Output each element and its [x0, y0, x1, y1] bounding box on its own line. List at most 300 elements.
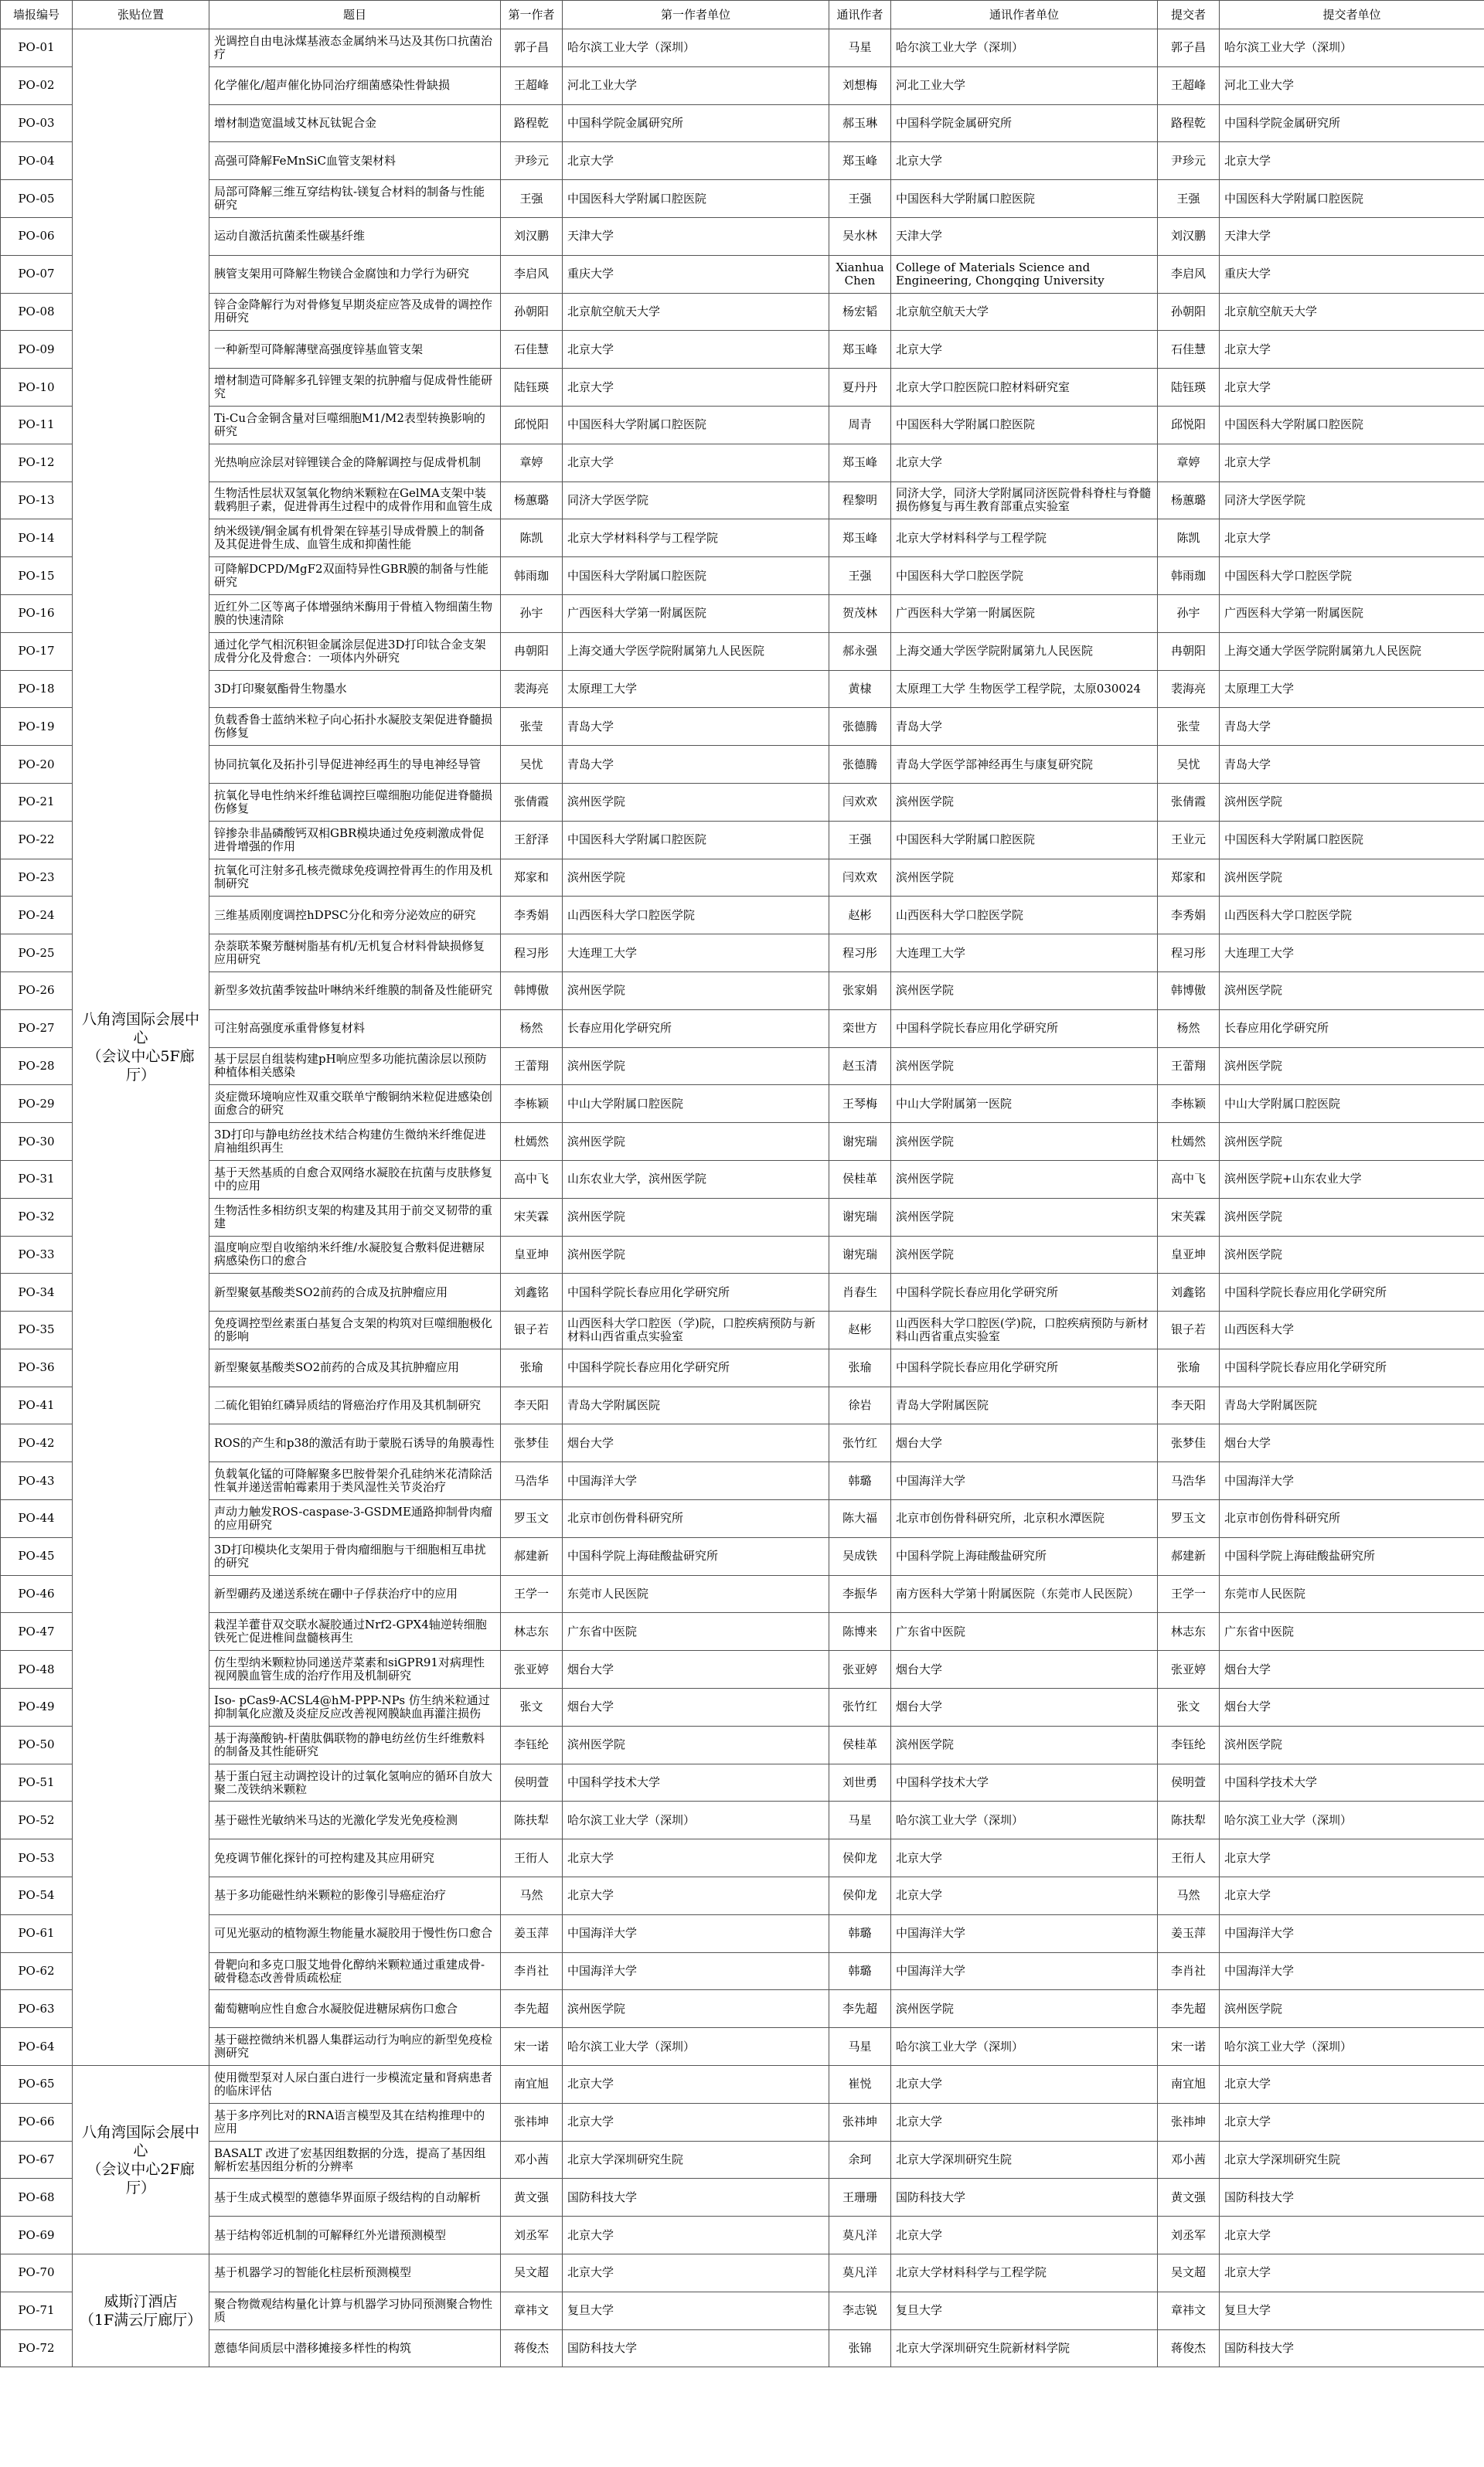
cell-corresponding-affiliation: 北京市创伤骨科研究所，北京积水潭医院 — [891, 1500, 1158, 1538]
cell-submitter: 马浩华 — [1158, 1462, 1220, 1500]
cell-submitter-affiliation: 滨州医学院 — [1220, 1047, 1484, 1085]
cell-first-author-affiliation: 北京大学 — [563, 2254, 829, 2292]
cell-first-author-affiliation: 滨州医学院 — [563, 783, 829, 821]
cell-first-author-affiliation: 中国科学院金属研究所 — [563, 104, 829, 142]
cell-poster-id: PO-70 — [1, 2254, 73, 2292]
table-row — [1, 406, 1484, 444]
cell-submitter: 银子若 — [1158, 1312, 1220, 1349]
cell-submitter: 杨蕙璐 — [1158, 481, 1220, 519]
cell-first-author-affiliation: 北京大学 — [563, 142, 829, 180]
cell-title: 基于磁控微纳米机器人集群运动行为响应的新型免疫检测研究 — [209, 2028, 501, 2066]
cell-submitter: 裴海亮 — [1158, 670, 1220, 708]
cell-first-author: 刘汉鹏 — [501, 217, 563, 255]
cell-submitter-affiliation: 北京航空航天大学 — [1220, 293, 1484, 331]
cell-poster-id: PO-64 — [1, 2028, 73, 2066]
cell-title: 杂萘联苯聚芳醚树脂基有机/无机复合材料骨缺损修复应用研究 — [209, 934, 501, 972]
cell-corresponding-affiliation: 河北工业大学 — [891, 66, 1158, 104]
cell-corresponding-author: 莫凡洋 — [829, 2254, 891, 2292]
cell-first-author-affiliation: 青岛大学 — [563, 708, 829, 746]
cell-corresponding-affiliation: 中国海洋大学 — [891, 1952, 1158, 1990]
table-row — [1, 104, 1484, 142]
cell-submitter: 郑家和 — [1158, 859, 1220, 897]
cell-first-author-affiliation: 北京大学 — [563, 1839, 829, 1877]
cell-first-author-affiliation: 滨州医学院 — [563, 1047, 829, 1085]
cell-corresponding-affiliation: 中国科学院金属研究所 — [891, 104, 1158, 142]
cell-first-author: 路程乾 — [501, 104, 563, 142]
cell-poster-id: PO-31 — [1, 1160, 73, 1198]
cell-first-author: 李启风 — [501, 255, 563, 293]
cell-submitter: 蒋俊杰 — [1158, 2329, 1220, 2367]
cell-title: 新型聚氨基酸类SO2前药的合成及抗肿瘤应用 — [209, 1274, 501, 1312]
cell-first-author: 宋一诺 — [501, 2028, 563, 2066]
cell-first-author-affiliation: 滨州医学院 — [563, 1990, 829, 2028]
cell-submitter-affiliation: 北京市创伤骨科研究所 — [1220, 1500, 1484, 1538]
table-row — [1, 1349, 1484, 1387]
cell-corresponding-author: 吴水林 — [829, 217, 891, 255]
cell-title: 通过化学气相沉积钽金属涂层促进3D打印钛合金支架成骨分化及骨愈合：一项体内外研究 — [209, 632, 501, 670]
cell-first-author: 孙宇 — [501, 594, 563, 632]
cell-corresponding-author: 黄棣 — [829, 670, 891, 708]
cell-corresponding-affiliation: 青岛大学附属医院 — [891, 1387, 1158, 1424]
table-row — [1, 2028, 1484, 2066]
cell-submitter: 张祎坤 — [1158, 2103, 1220, 2141]
cell-submitter-affiliation: 北京大学 — [1220, 2217, 1484, 2254]
cell-title: 基于磁性光敏纳米马达的光激化学发光免疫检测 — [209, 1802, 501, 1839]
cell-corresponding-affiliation: 滨州医学院 — [891, 1123, 1158, 1161]
cell-submitter: 吴文超 — [1158, 2254, 1220, 2292]
cell-first-author: 银子若 — [501, 1312, 563, 1349]
table-row — [1, 255, 1484, 293]
cell-first-author: 李栋颖 — [501, 1085, 563, 1123]
cell-poster-id: PO-27 — [1, 1009, 73, 1047]
cell-submitter: 姜玉萍 — [1158, 1914, 1220, 1952]
cell-first-author-affiliation: 山西医科大学口腔医（学)院，口腔疾病预防与新材料山西省重点实验室 — [563, 1312, 829, 1349]
cell-first-author-affiliation: 中国科学技术大学 — [563, 1764, 829, 1802]
cell-submitter: 陈凯 — [1158, 519, 1220, 557]
table-row — [1, 1914, 1484, 1952]
cell-title: 声动力触发ROS-caspase-3-GSDME通路抑制骨肉瘤的应用研究 — [209, 1500, 501, 1538]
cell-submitter: 皇亚坤 — [1158, 1236, 1220, 1274]
cell-title: 高强可降解FeMnSiC血管支架材料 — [209, 142, 501, 180]
cell-submitter-affiliation: 中国医科大学口腔医学院 — [1220, 557, 1484, 595]
cell-first-author-affiliation: 中国海洋大学 — [563, 1952, 829, 1990]
cell-first-author-affiliation: 河北工业大学 — [563, 66, 829, 104]
cell-poster-id: PO-22 — [1, 821, 73, 859]
cell-corresponding-author: 周青 — [829, 406, 891, 444]
cell-corresponding-affiliation: 滨州医学院 — [891, 783, 1158, 821]
cell-first-author: 李秀娟 — [501, 897, 563, 934]
cell-corresponding-author: 张瑜 — [829, 1349, 891, 1387]
cell-corresponding-author: 李先超 — [829, 1990, 891, 2028]
cell-title: 三维基质刚度调控hDPSC分化和旁分泌效应的研究 — [209, 897, 501, 934]
cell-first-author: 邓小茜 — [501, 2141, 563, 2179]
table-row — [1, 821, 1484, 859]
cell-title: 栽涅羊藿苷双交联水凝胶通过Nrf2-GPX4轴逆转细胞铁死亡促进椎间盘髓核再生 — [209, 1613, 501, 1651]
cell-poster-id: PO-53 — [1, 1839, 73, 1877]
table-row — [1, 2217, 1484, 2254]
cell-submitter: 侯明萱 — [1158, 1764, 1220, 1802]
cell-first-author: 黄文强 — [501, 2179, 563, 2217]
cell-submitter-affiliation: 青岛大学 — [1220, 746, 1484, 784]
cell-first-author: 孙朝阳 — [501, 293, 563, 331]
cell-first-author-affiliation: 东莞市人民医院 — [563, 1575, 829, 1613]
cell-title: 可降解DCPD/MgF2双面特异性GBR膜的制备与性能研究 — [209, 557, 501, 595]
cell-submitter-affiliation: 中国医科大学附属口腔医院 — [1220, 406, 1484, 444]
cell-poster-id: PO-12 — [1, 444, 73, 481]
cell-submitter: 王学一 — [1158, 1575, 1220, 1613]
table-row — [1, 444, 1484, 481]
cell-corresponding-affiliation: 中国医科大学附属口腔医院 — [891, 406, 1158, 444]
table-row — [1, 1651, 1484, 1689]
cell-corresponding-affiliation: 北京大学 — [891, 142, 1158, 180]
cell-corresponding-author: 陈博来 — [829, 1613, 891, 1651]
cell-corresponding-affiliation: 滨州医学院 — [891, 859, 1158, 897]
cell-submitter-affiliation: 东莞市人民医院 — [1220, 1575, 1484, 1613]
cell-first-author: 李肖社 — [501, 1952, 563, 1990]
cell-corresponding-affiliation: 烟台大学 — [891, 1424, 1158, 1462]
cell-submitter: 王强 — [1158, 180, 1220, 218]
table-row — [1, 971, 1484, 1009]
cell-title: 协同抗氧化及拓扑引导促进神经再生的导电神经导管 — [209, 746, 501, 784]
table-row — [1, 783, 1484, 821]
cell-poster-id: PO-09 — [1, 331, 73, 369]
table-row — [1, 293, 1484, 331]
cell-location: 威斯汀酒店 （1F满云厅廊厅） — [73, 2254, 209, 2367]
cell-corresponding-affiliation: 复旦大学 — [891, 2292, 1158, 2329]
cell-corresponding-author: 张德腾 — [829, 708, 891, 746]
table-row — [1, 1990, 1484, 2028]
cell-corresponding-author: 陈大福 — [829, 1500, 891, 1538]
cell-corresponding-affiliation: 北京大学深圳研究生院新材料学院 — [891, 2329, 1158, 2367]
cell-poster-id: PO-68 — [1, 2179, 73, 2217]
cell-corresponding-affiliation: 中国海洋大学 — [891, 1914, 1158, 1952]
table-row — [1, 1500, 1484, 1538]
cell-first-author: 张祎坤 — [501, 2103, 563, 2141]
cell-submitter-affiliation: 中国海洋大学 — [1220, 1914, 1484, 1952]
cell-submitter-affiliation: 烟台大学 — [1220, 1689, 1484, 1727]
cell-poster-id: PO-36 — [1, 1349, 73, 1387]
cell-corresponding-affiliation: 上海交通大学医学院附属第九人民医院 — [891, 632, 1158, 670]
table-row — [1, 1764, 1484, 1802]
cell-first-author: 吴忧 — [501, 746, 563, 784]
cell-title: 近红外二区等离子体增强纳米酶用于骨植入物细菌生物膜的快速清除 — [209, 594, 501, 632]
cell-corresponding-author: 侯仰龙 — [829, 1877, 891, 1915]
table-row — [1, 1613, 1484, 1651]
cell-submitter-affiliation: 滨州医学院 — [1220, 859, 1484, 897]
cell-corresponding-affiliation: 滨州医学院 — [891, 1990, 1158, 2028]
cell-first-author-affiliation: 青岛大学 — [563, 746, 829, 784]
cell-corresponding-author: 崔悦 — [829, 2066, 891, 2104]
table-row — [1, 1839, 1484, 1877]
cell-submitter-affiliation: 中国医科大学附属口腔医院 — [1220, 180, 1484, 218]
cell-first-author-affiliation: 滨州医学院 — [563, 1123, 829, 1161]
cell-submitter-affiliation: 太原理工大学 — [1220, 670, 1484, 708]
cell-first-author: 王衎人 — [501, 1839, 563, 1877]
cell-first-author: 皇亚坤 — [501, 1236, 563, 1274]
cell-corresponding-author: 张家娟 — [829, 971, 891, 1009]
cell-first-author: 陈凯 — [501, 519, 563, 557]
cell-submitter-affiliation: 复旦大学 — [1220, 2292, 1484, 2329]
cell-submitter: 李启风 — [1158, 255, 1220, 293]
cell-corresponding-author: 张亚婷 — [829, 1651, 891, 1689]
table-row — [1, 2103, 1484, 2141]
cell-submitter-affiliation: 北京大学 — [1220, 1839, 1484, 1877]
cell-corresponding-author: 谢宪瑞 — [829, 1236, 891, 1274]
cell-title: 运动自激活抗菌柔性碳基纤维 — [209, 217, 501, 255]
cell-first-author-affiliation: 复旦大学 — [563, 2292, 829, 2329]
cell-corresponding-author: 王珊珊 — [829, 2179, 891, 2217]
cell-corresponding-affiliation: 同济大学，同济大学附属同济医院骨科脊柱与脊髓损伤修复与再生教育部重点实验室 — [891, 481, 1158, 519]
cell-title: 局部可降解三维互穿结构钛-镁复合材料的制备与性能研究 — [209, 180, 501, 218]
cell-title: 基于蛋白冠主动调控设计的过氧化氢响应的循环自放大聚二茂铁纳米颗粒 — [209, 1764, 501, 1802]
cell-first-author: 姜玉萍 — [501, 1914, 563, 1952]
cell-first-author: 南宜旭 — [501, 2066, 563, 2104]
cell-submitter: 宋芙霖 — [1158, 1198, 1220, 1236]
cell-title: 负载香鲁士蓝纳米粒子向心拓扑水凝胶支架促进脊髓损伤修复 — [209, 708, 501, 746]
cell-corresponding-author: 马星 — [829, 29, 891, 67]
cell-title: 炎症微环境响应性双重交联单宁酸铜纳米粒促进感染创面愈合的研究 — [209, 1085, 501, 1123]
cell-first-author-affiliation: 烟台大学 — [563, 1424, 829, 1462]
cell-corresponding-author: Xianhua Chen — [829, 255, 891, 293]
cell-corresponding-author: 王强 — [829, 180, 891, 218]
cell-first-author-affiliation: 山东农业大学，滨州医学院 — [563, 1160, 829, 1198]
header-first-author-affiliation: 第一作者单位 — [563, 1, 829, 29]
cell-corresponding-affiliation: College of Materials Science and Engineering, Chongqing University — [891, 255, 1158, 293]
cell-poster-id: PO-71 — [1, 2292, 73, 2329]
cell-poster-id: PO-33 — [1, 1236, 73, 1274]
cell-first-author: 石佳慧 — [501, 331, 563, 369]
cell-corresponding-author: 闫欢欢 — [829, 859, 891, 897]
cell-corresponding-author: 刘想梅 — [829, 66, 891, 104]
cell-first-author-affiliation: 烟台大学 — [563, 1689, 829, 1727]
cell-poster-id: PO-26 — [1, 971, 73, 1009]
table-row — [1, 2179, 1484, 2217]
cell-submitter: 陆钰瑛 — [1158, 369, 1220, 407]
table-row — [1, 1274, 1484, 1312]
cell-submitter-affiliation: 中山大学附属口腔医院 — [1220, 1085, 1484, 1123]
cell-submitter-affiliation: 滨州医学院 — [1220, 971, 1484, 1009]
cell-corresponding-author: 张竹红 — [829, 1689, 891, 1727]
table-row — [1, 142, 1484, 180]
cell-corresponding-author: 王强 — [829, 557, 891, 595]
cell-submitter-affiliation: 中国科学院长春应用化学研究所 — [1220, 1349, 1484, 1387]
header-submitter: 提交者 — [1158, 1, 1220, 29]
cell-title: 基于机器学习的智能化柱层析预测模型 — [209, 2254, 501, 2292]
cell-first-author-affiliation: 中国医科大学附属口腔医院 — [563, 180, 829, 218]
cell-submitter-affiliation: 中国医科大学附属口腔医院 — [1220, 821, 1484, 859]
cell-poster-id: PO-20 — [1, 746, 73, 784]
table-row — [1, 2141, 1484, 2179]
cell-corresponding-affiliation: 青岛大学医学部神经再生与康复研究院 — [891, 746, 1158, 784]
cell-title: 蒽德华间质层中潜移摊接多样性的构筑 — [209, 2329, 501, 2367]
cell-submitter-affiliation: 重庆大学 — [1220, 255, 1484, 293]
cell-title: 新型多效抗菌季铵盐叶啉纳米纤维膜的制备及性能研究 — [209, 971, 501, 1009]
cell-poster-id: PO-14 — [1, 519, 73, 557]
cell-first-author-affiliation: 哈尔滨工业大学（深圳） — [563, 2028, 829, 2066]
cell-first-author-affiliation: 北京大学 — [563, 369, 829, 407]
cell-submitter: 高中飞 — [1158, 1160, 1220, 1198]
cell-first-author-affiliation: 中国医科大学附属口腔医院 — [563, 557, 829, 595]
cell-first-author-affiliation: 大连理工大学 — [563, 934, 829, 972]
cell-corresponding-author: 赵彬 — [829, 1312, 891, 1349]
cell-title: 生物活性层状双氢氧化物纳米颗粒在GelMA支架中装载鸦胆子素，促进骨再生过程中的成骨作用和血管生成 — [209, 481, 501, 519]
cell-submitter: 吴忧 — [1158, 746, 1220, 784]
cell-poster-id: PO-16 — [1, 594, 73, 632]
cell-first-author-affiliation: 山西医科大学口腔医学院 — [563, 897, 829, 934]
table-row — [1, 1462, 1484, 1500]
cell-submitter-affiliation: 中国科学院上海硅酸盐研究所 — [1220, 1537, 1484, 1575]
cell-first-author-affiliation: 太原理工大学 — [563, 670, 829, 708]
table-row — [1, 2292, 1484, 2329]
cell-title: BASALT 改进了宏基因组数据的分选，提高了基因组解析宏基因组分析的分辨率 — [209, 2141, 501, 2179]
cell-submitter-affiliation: 北京大学 — [1220, 444, 1484, 481]
cell-corresponding-affiliation: 中山大学附属第一医院 — [891, 1085, 1158, 1123]
cell-first-author-affiliation: 同济大学医学院 — [563, 481, 829, 519]
cell-first-author-affiliation: 中国海洋大学 — [563, 1462, 829, 1500]
cell-submitter: 南宜旭 — [1158, 2066, 1220, 2104]
cell-title: 基于多功能磁性纳米颗粒的影像引导癌症治疗 — [209, 1877, 501, 1915]
cell-corresponding-author: 郝玉琳 — [829, 104, 891, 142]
cell-corresponding-author: 侯桂革 — [829, 1160, 891, 1198]
cell-submitter-affiliation: 中国海洋大学 — [1220, 1952, 1484, 1990]
cell-corresponding-affiliation: 滨州医学院 — [891, 1160, 1158, 1198]
table-row — [1, 670, 1484, 708]
cell-corresponding-author: 赵玉清 — [829, 1047, 891, 1085]
cell-first-author: 程习彤 — [501, 934, 563, 972]
cell-submitter-affiliation: 哈尔滨工业大学（深圳） — [1220, 2028, 1484, 2066]
cell-submitter-affiliation: 北京大学 — [1220, 2103, 1484, 2141]
cell-submitter-affiliation: 北京大学深圳研究生院 — [1220, 2141, 1484, 2179]
cell-corresponding-affiliation: 山西医科大学口腔医(学)院，口腔疾病预防与新材料山西省重点实验室 — [891, 1312, 1158, 1349]
header-location: 张贴位置 — [73, 1, 209, 29]
cell-location: 八角湾国际会展中心 （会议中心5F廊厅） — [73, 29, 209, 2066]
cell-corresponding-affiliation: 北京大学 — [891, 444, 1158, 481]
cell-poster-id: PO-32 — [1, 1198, 73, 1236]
cell-submitter-affiliation: 山西医科大学口腔医学院 — [1220, 897, 1484, 934]
table-row — [1, 557, 1484, 595]
cell-corresponding-author: 李振华 — [829, 1575, 891, 1613]
cell-submitter: 张倩霞 — [1158, 783, 1220, 821]
cell-submitter: 邓小茜 — [1158, 2141, 1220, 2179]
cell-first-author: 刘丞军 — [501, 2217, 563, 2254]
table-row — [1, 29, 1484, 67]
cell-submitter: 林志东 — [1158, 1613, 1220, 1651]
cell-first-author: 章婷 — [501, 444, 563, 481]
table-row — [1, 1085, 1484, 1123]
cell-corresponding-affiliation: 北京大学口腔医院口腔材料研究室 — [891, 369, 1158, 407]
cell-first-author: 张倩霞 — [501, 783, 563, 821]
table-row — [1, 1726, 1484, 1764]
table-row — [1, 1424, 1484, 1462]
cell-poster-id: PO-17 — [1, 632, 73, 670]
cell-corresponding-affiliation: 北京大学 — [891, 331, 1158, 369]
cell-poster-id: PO-41 — [1, 1387, 73, 1424]
cell-submitter-affiliation: 青岛大学附属医院 — [1220, 1387, 1484, 1424]
cell-corresponding-author: 郑玉峰 — [829, 444, 891, 481]
cell-corresponding-affiliation: 北京大学 — [891, 2066, 1158, 2104]
header-poster-id: 墙报编号 — [1, 1, 73, 29]
cell-first-author: 杨蕙璐 — [501, 481, 563, 519]
cell-first-author: 马浩华 — [501, 1462, 563, 1500]
cell-poster-id: PO-04 — [1, 142, 73, 180]
header-corresponding-affiliation: 通讯作者单位 — [891, 1, 1158, 29]
cell-corresponding-affiliation: 北京大学深圳研究生院 — [891, 2141, 1158, 2179]
cell-submitter: 章婷 — [1158, 444, 1220, 481]
cell-first-author-affiliation: 中国医科大学附属口腔医院 — [563, 406, 829, 444]
cell-corresponding-author: 刘世勇 — [829, 1764, 891, 1802]
cell-submitter-affiliation: 中国科学院长春应用化学研究所 — [1220, 1274, 1484, 1312]
cell-submitter-affiliation: 河北工业大学 — [1220, 66, 1484, 104]
cell-first-author: 王学一 — [501, 1575, 563, 1613]
cell-poster-id: PO-18 — [1, 670, 73, 708]
cell-submitter: 郭子昌 — [1158, 29, 1220, 67]
cell-corresponding-author: 王强 — [829, 821, 891, 859]
cell-corresponding-affiliation: 北京大学材料科学与工程学院 — [891, 519, 1158, 557]
table-row — [1, 1802, 1484, 1839]
table-row — [1, 632, 1484, 670]
cell-title: 聚合物微观结构量化计算与机器学习协同预测聚合物性质 — [209, 2292, 501, 2329]
cell-first-author: 张文 — [501, 1689, 563, 1727]
cell-title: 基于多序列比对的RNA语言模型及其在结构推理中的应用 — [209, 2103, 501, 2141]
cell-poster-id: PO-05 — [1, 180, 73, 218]
cell-first-author: 郝建新 — [501, 1537, 563, 1575]
cell-submitter: 张瑜 — [1158, 1349, 1220, 1387]
cell-poster-id: PO-19 — [1, 708, 73, 746]
cell-submitter: 李栋颖 — [1158, 1085, 1220, 1123]
cell-poster-id: PO-23 — [1, 859, 73, 897]
cell-corresponding-author: 韩璐 — [829, 1914, 891, 1952]
cell-corresponding-affiliation: 中国科学院上海硅酸盐研究所 — [891, 1537, 1158, 1575]
cell-title: ROS的产生和p38的激活有助于蒙脱石诱导的角膜毒性 — [209, 1424, 501, 1462]
cell-corresponding-affiliation: 北京大学 — [891, 2103, 1158, 2141]
cell-title: 仿生型纳米颗粒协同递送芹菜素和siGPR91对病理性视网膜血管生成的治疗作用及机制研究 — [209, 1651, 501, 1689]
table-row — [1, 1047, 1484, 1085]
cell-first-author: 张亚婷 — [501, 1651, 563, 1689]
cell-poster-id: PO-42 — [1, 1424, 73, 1462]
cell-submitter-affiliation: 滨州医学院 — [1220, 1198, 1484, 1236]
cell-submitter: 邱悦阳 — [1158, 406, 1220, 444]
cell-corresponding-author: 张祎坤 — [829, 2103, 891, 2141]
cell-corresponding-author: 韩璐 — [829, 1462, 891, 1500]
cell-corresponding-affiliation: 天津大学 — [891, 217, 1158, 255]
cell-first-author-affiliation: 滨州医学院 — [563, 1198, 829, 1236]
cell-first-author: 章祎文 — [501, 2292, 563, 2329]
cell-corresponding-author: 郝永强 — [829, 632, 891, 670]
cell-corresponding-author: 张德腾 — [829, 746, 891, 784]
cell-poster-id: PO-28 — [1, 1047, 73, 1085]
cell-first-author: 王舒泽 — [501, 821, 563, 859]
table-row — [1, 1952, 1484, 1990]
table-row — [1, 594, 1484, 632]
cell-first-author: 陆钰瑛 — [501, 369, 563, 407]
cell-poster-id: PO-51 — [1, 1764, 73, 1802]
cell-title: 骨靶向和多克口服艾地骨化醇纳米颗粒通过重建成骨-破骨稳态改善骨质疏松症 — [209, 1952, 501, 1990]
cell-first-author-affiliation: 北京大学 — [563, 444, 829, 481]
table-row — [1, 66, 1484, 104]
cell-location: 八角湾国际会展中心 （会议中心2F廊厅） — [73, 2066, 209, 2254]
cell-first-author-affiliation: 滨州医学院 — [563, 859, 829, 897]
cell-corresponding-author: 侯桂革 — [829, 1726, 891, 1764]
cell-corresponding-author: 贺茂林 — [829, 594, 891, 632]
table-row — [1, 1877, 1484, 1915]
header-title: 题目 — [209, 1, 501, 29]
cell-poster-id: PO-25 — [1, 934, 73, 972]
cell-corresponding-author: 肖春生 — [829, 1274, 891, 1312]
cell-corresponding-author: 莫凡洋 — [829, 2217, 891, 2254]
table-row — [1, 369, 1484, 407]
cell-first-author-affiliation: 中山大学附属口腔医院 — [563, 1085, 829, 1123]
cell-title: 免疫调节催化探针的可控构建及其应用研究 — [209, 1839, 501, 1877]
